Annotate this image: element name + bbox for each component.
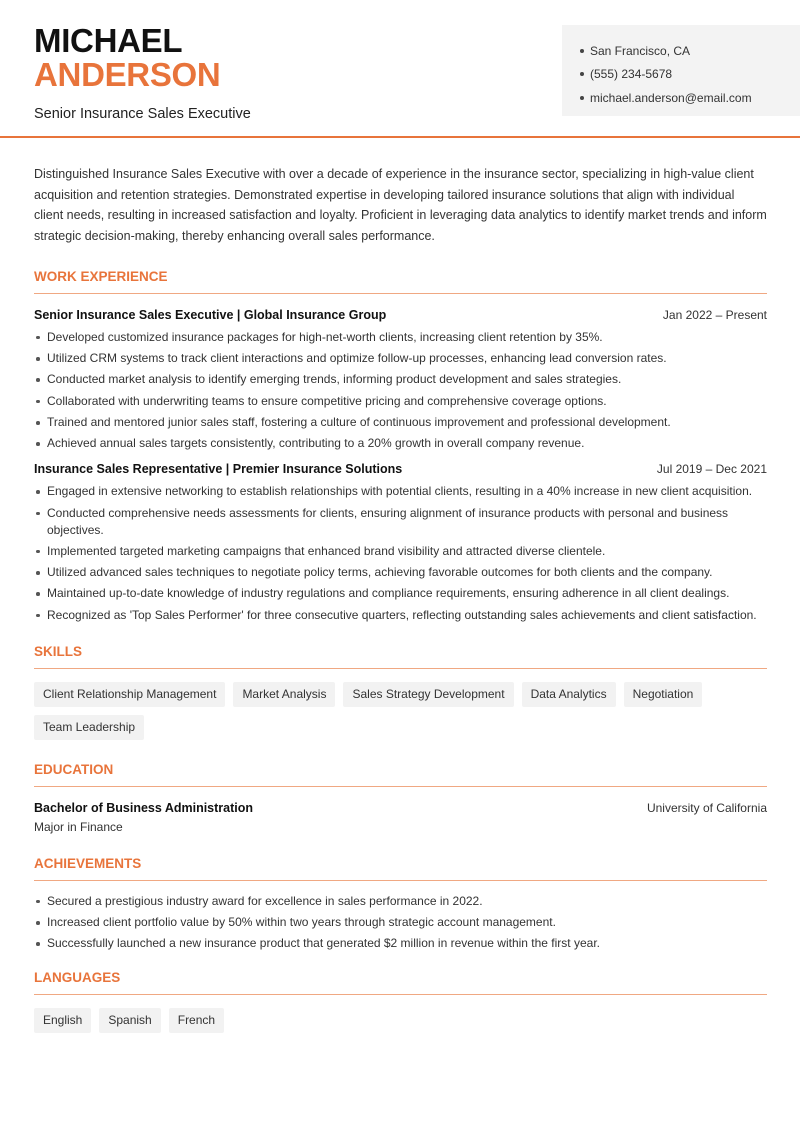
job-date: Jul 2019 – Dec 2021 [656,462,767,477]
skill-tag: Data Analytics [522,682,616,707]
skill-tag: Client Relationship Management [34,682,225,707]
achievement-item: Secured a prestigious industry award for excellence in sales performance in 2022. [34,893,767,910]
job-bullet: Achieved annual sales targets consistently, contributing to a 20% growth in overall company revenue. [34,435,767,452]
section-title-education: EDUCATION [34,762,767,787]
contact-email [580,86,800,110]
name-block [34,24,251,122]
contact-location-text: San Francisco, CA [590,43,691,58]
job-bullet: Recognized as 'Top Sales Performer' for three consecutive quarters, reflecting outstanding sales achievements and client satisfaction. [34,607,767,624]
first-name: MICHAEL [34,22,183,59]
job-bullet: Engaged in extensive networking to establish relationships with potential clients, resulting in a 40% increase in new client acquisition. [34,483,767,500]
language-tag: English [34,1008,91,1033]
bullet-icon [580,49,584,53]
education-degree: Bachelor of Business Administration [34,800,254,815]
contact-phone [580,63,800,87]
job-role: Senior Insurance Sales Executive | Global Insurance Group [34,307,387,322]
section-title-languages: LANGUAGES [34,970,767,995]
contact-phone-text: (555) 234-5678 [590,67,673,82]
achievement-item: Successfully launched a new insurance product that generated $2 million in revenue within the first year. [34,935,767,952]
contact-email-text: michael.anderson@email.com [590,90,752,105]
section-title-work-experience: WORK EXPERIENCE [34,269,767,294]
job-entry [34,462,767,623]
language-tag: French [169,1008,224,1033]
job-bullet: Maintained up-to-date knowledge of industry regulations and compliance requirements, ensuring adherence in all client dealings. [34,585,767,602]
job-title: Senior Insurance Sales Executive [34,106,251,122]
contact-location [580,39,800,63]
job-bullet: Conducted market analysis to identify emerging trends, informing product development and sales strategies. [34,371,767,388]
job-bullet: Collaborated with underwriting teams to ensure competitive pricing and comprehensive coverage options. [34,393,767,410]
languages-list [34,1008,767,1033]
job-role: Insurance Sales Representative | Premier Insurance Solutions [34,462,403,477]
skills-list [34,682,767,740]
last-name: ANDERSON [34,56,221,93]
achievement-item: Increased client portfolio value by 50% within two years through strategic account management. [34,914,767,931]
skill-tag: Market Analysis [233,682,335,707]
section-title-achievements: ACHIEVEMENTS [34,856,767,881]
skill-tag: Negotiation [624,682,703,707]
summary: Distinguished Insurance Sales Executive with over a decade of experience in the insurance sector, specializing in high-value client acquisition and retention strategies. Demonstrated expertise in developing tailored insurance solutions that align with individual client needs, resulting in increased satisfaction and loyalty. Proficient in leveraging data analytics to identify market trends and inform strategic decision-making, thereby enhancing overall sales performance. [34,167,767,244]
job-bullet: Conducted comprehensive needs assessments for clients, ensuring alignment of insurance products with personal and business objectives. [34,505,767,539]
education-major: Major in Finance [34,819,123,834]
job-bullet: Trained and mentored junior sales staff, fostering a culture of continuous improvement and professional development. [34,414,767,431]
resume-header [0,0,800,138]
education-entry [34,801,767,815]
job-bullet: Utilized CRM systems to track client interactions and optimize follow-up processes, enhancing lead conversion rates. [34,350,767,367]
bullet-icon [580,72,584,76]
skill-tag: Sales Strategy Development [343,682,513,707]
bullet-icon [580,96,584,100]
job-bullet: Utilized advanced sales techniques to negotiate policy terms, achieving favorable outcomes for both clients and the company. [34,564,767,581]
skill-tag: Team Leadership [34,715,144,740]
section-title-skills: SKILLS [34,644,767,669]
job-bullets [34,483,767,623]
education-school: University of California [646,800,767,815]
job-bullet: Implemented targeted marketing campaigns that enhanced brand visibility and attracted diverse clientele. [34,543,767,560]
job-header [34,308,767,322]
achievements-list [34,893,767,953]
job-date: Jan 2022 – Present [662,307,767,322]
contact-box [562,25,800,116]
resume-body [0,164,800,1033]
job-bullets [34,329,767,452]
job-header [34,462,767,476]
language-tag: Spanish [99,1008,160,1033]
job-bullet: Developed customized insurance packages for high-net-worth clients, increasing client retention by 35%. [34,329,767,346]
job-entry [34,308,767,452]
